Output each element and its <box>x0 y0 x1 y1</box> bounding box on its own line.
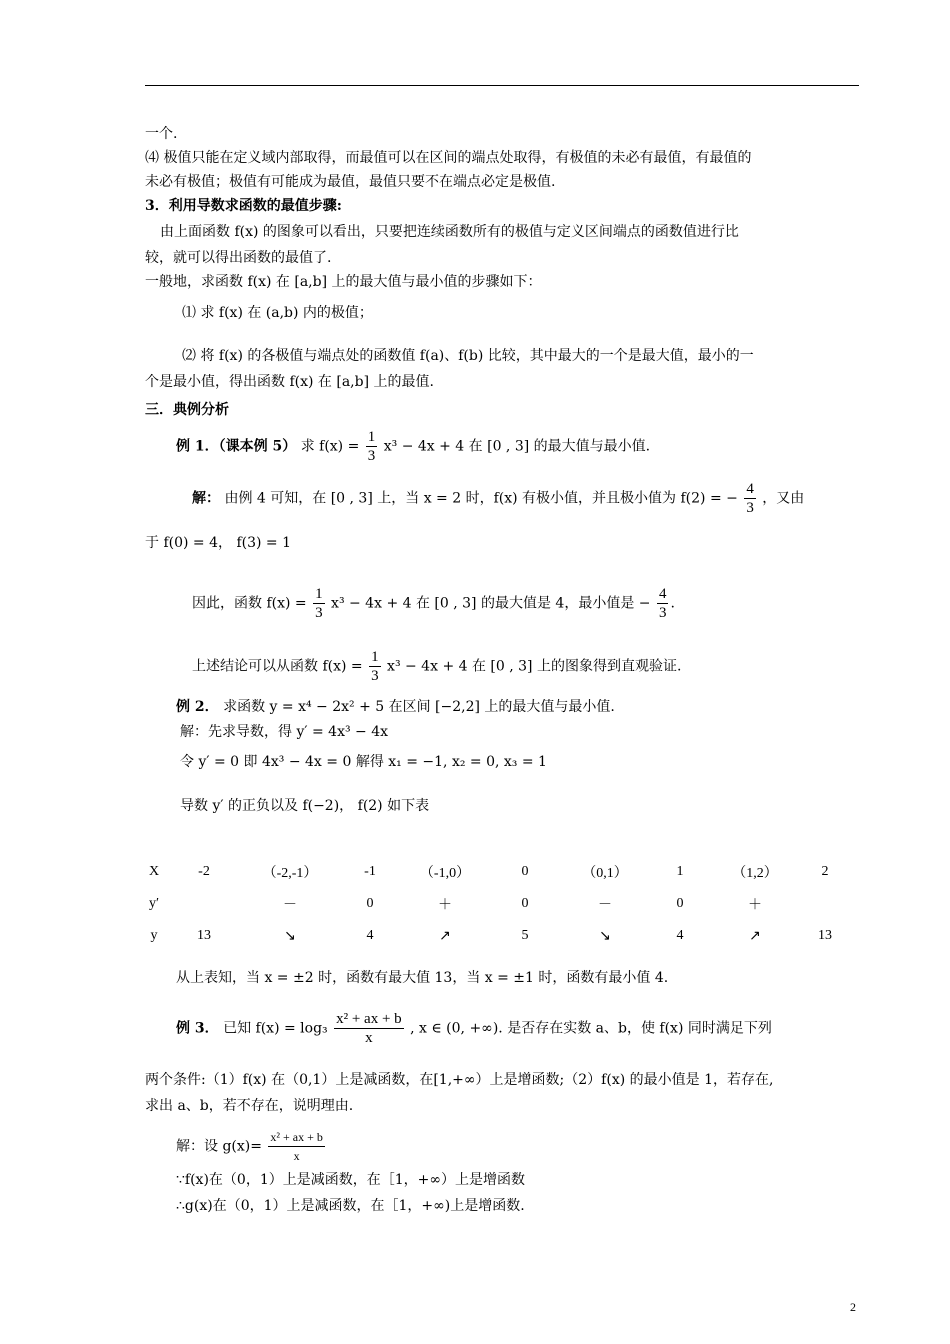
fraction-four-thirds-b: $\frac{4}{3}$ <box>658 586 667 621</box>
heading-3: 3．利用导数求函数的最值步骤: <box>145 198 342 214</box>
table-cell: X <box>148 864 160 879</box>
line-3: 未必有极值；极值有可能成为最值，最值只要不在端点必定是极值. <box>145 174 556 190</box>
fraction-one-third: $\frac{1}{3}$ <box>367 429 376 464</box>
para-1b: 较，就可以得出函数的最值了. <box>145 250 332 266</box>
fraction-one-third-c: $\frac{1}{3}$ <box>371 649 379 684</box>
table-cell: 4 <box>676 928 684 943</box>
table-cell: （0,1） <box>582 866 628 881</box>
table-cell: ↘ <box>284 928 296 944</box>
table-cell: -1 <box>364 864 376 879</box>
solution-3-a: 解：设 g(x)= $\frac{\text{x² + ax + b}}{x}$ <box>176 1130 323 1163</box>
table-cell: 0 <box>676 896 684 911</box>
example-1-question-b: x³ − 4x + 4 在 [0 , 3] 的最大值与最小值. <box>383 438 651 455</box>
solution-3-c: ∴g(x)在（0，1）上是减函数，在［1，+∞)上是增函数. <box>176 1198 525 1214</box>
example-1-question-a: 求 f(x) = <box>300 438 360 455</box>
table-cell: ↗ <box>749 928 761 944</box>
table-cell: （1,2） <box>732 866 778 881</box>
example-3-q4: 求出 a、b，若不存在，说明理由. <box>145 1098 354 1114</box>
table-cell <box>168 888 240 920</box>
table-row <box>140 888 850 920</box>
example-3: 例 3． 已知 f(x) = log₃ $\frac{\text{x² + ax + b}}{x}$ , x ∈ (0, +∞). 是否存在实数 a、b，使 f(x) 同时满足下列 <box>176 1011 772 1046</box>
table-cell: － <box>283 898 297 913</box>
fraction-g: $\frac{\text{x² + ax + b}}{x}$ <box>270 1130 323 1163</box>
table-cell: 2 <box>821 864 829 879</box>
table-cell <box>800 888 850 920</box>
fraction-one-third-b: $\frac{1}{3}$ <box>315 586 323 621</box>
fraction-four-thirds: $\frac{4}{3}$ <box>746 481 754 516</box>
line-2: ⑷ 极值只能在定义域内部取得，而最值可以在区间的端点处取得，有极值的未必有最值，有最值的 <box>145 150 752 166</box>
example-3-q3: 两个条件:（1）f(x) 在（0,1）上是减函数，在[1,+∞）上是增函数;（2）f(x) 的最小值是 1，若存在, <box>145 1072 774 1088</box>
solution-2-c: 导数 y′ 的正负以及 f(−2)， f(2) 如下表 <box>180 798 430 814</box>
header-rule <box>145 85 859 86</box>
table-cell: 5 <box>521 928 529 943</box>
solution-1-label: 解： <box>192 490 220 507</box>
table-cell: － <box>598 898 612 913</box>
fraction-log-argument: $\frac{\text{x² + ax + b}}{x}$ <box>336 1011 402 1046</box>
solution-2-b: 令 y′ = 0 即 4x³ − 4x = 0 解得 x₁ = −1, x₂ = 0, x₃ = 1 <box>180 754 547 770</box>
table-cell: -2 <box>198 864 210 879</box>
table-cell: ↗ <box>439 928 451 944</box>
table-cell: y <box>150 928 158 943</box>
step-2a: ⑵ 将 f(x) 的各极值与端点处的函数值 f(a)、f(b) 比较，其中最大的一个是最大值，最小的一 <box>182 348 754 364</box>
example-1 <box>176 428 650 465</box>
table-cell: （-1,0） <box>419 866 471 881</box>
para-1a: 由上面函数 f(x) 的图象可以看出，只要把连续函数所有的极值与定义区间端点的函数值进行比 <box>160 224 739 240</box>
table-row <box>140 856 850 888</box>
example-2: 例 2． 求函数 y = x⁴ − 2x² + 5 在区间 [−2,2] 上的最大值与最小值. <box>176 699 615 715</box>
example-1-label: 例 1．（课本例 5） <box>176 438 297 455</box>
table-cell: （-2,-1） <box>262 866 318 881</box>
solution-1-e: 上述结论可以从函数 f(x) = $\frac{1}{3}$ x³ − 4x + 4 在 [0 , 3] 上的图象得到直观验证. <box>192 649 682 684</box>
solution-1-c: 于 f(0) = 4， f(3) = 1 <box>145 535 292 551</box>
table-cell: 0 <box>521 896 529 911</box>
table-cell: y′ <box>148 896 160 911</box>
step-2b: 个是最小值，得出函数 f(x) 在 [a,b] 上的最值. <box>145 374 434 390</box>
table-cell: 13 <box>197 928 211 943</box>
table-cell: 0 <box>366 896 374 911</box>
table-cell: ＋ <box>438 898 452 913</box>
page-number: 2 <box>850 1300 856 1314</box>
table-row <box>140 920 850 952</box>
solution-1-d: 因此，函数 f(x) = $\frac{1}{3}$ x³ − 4x + 4 在 [0 , 3] 的最大值是 4，最小值是 − $\frac{4}{3}$ . <box>192 586 675 621</box>
line-1: 一个. <box>145 126 178 142</box>
solution-2-a: 解：先求导数，得 y′ = 4x³ − 4x <box>180 724 389 740</box>
solution-3-b: ∵f(x)在（0，1）上是减函数，在［1，+∞）上是增函数 <box>176 1172 526 1188</box>
example-3-label: 例 3． <box>176 1020 219 1037</box>
step-1: ⑴ 求 f(x) 在 (a,b) 内的极值； <box>182 305 373 321</box>
table-cell: ＋ <box>748 898 762 913</box>
table-cell: ↘ <box>599 928 611 944</box>
table-cell: 13 <box>818 928 832 943</box>
table-cell: 1 <box>676 864 684 879</box>
table-cell: 4 <box>366 928 374 943</box>
para-2: 一般地，求函数 f(x) 在 [a,b] 上的最大值与最小值的步骤如下： <box>145 274 542 290</box>
derivative-table <box>140 856 850 952</box>
table-cell: 0 <box>521 864 529 879</box>
solution-1-a: 解： 由例 4 可知，在 [0 , 3] 上，当 x = 2 时，f(x) 有极小值，并且极小值为 f(2) = − $\frac{4}{3}$ ，又由 <box>192 481 805 516</box>
section-three-heading: 三．典例分析 <box>145 402 229 418</box>
example-2-label: 例 2． <box>176 699 219 715</box>
solution-2-d: 从上表知，当 x = ±2 时，函数有最大值 13，当 x = ±1 时，函数有最小值 4. <box>176 970 669 986</box>
